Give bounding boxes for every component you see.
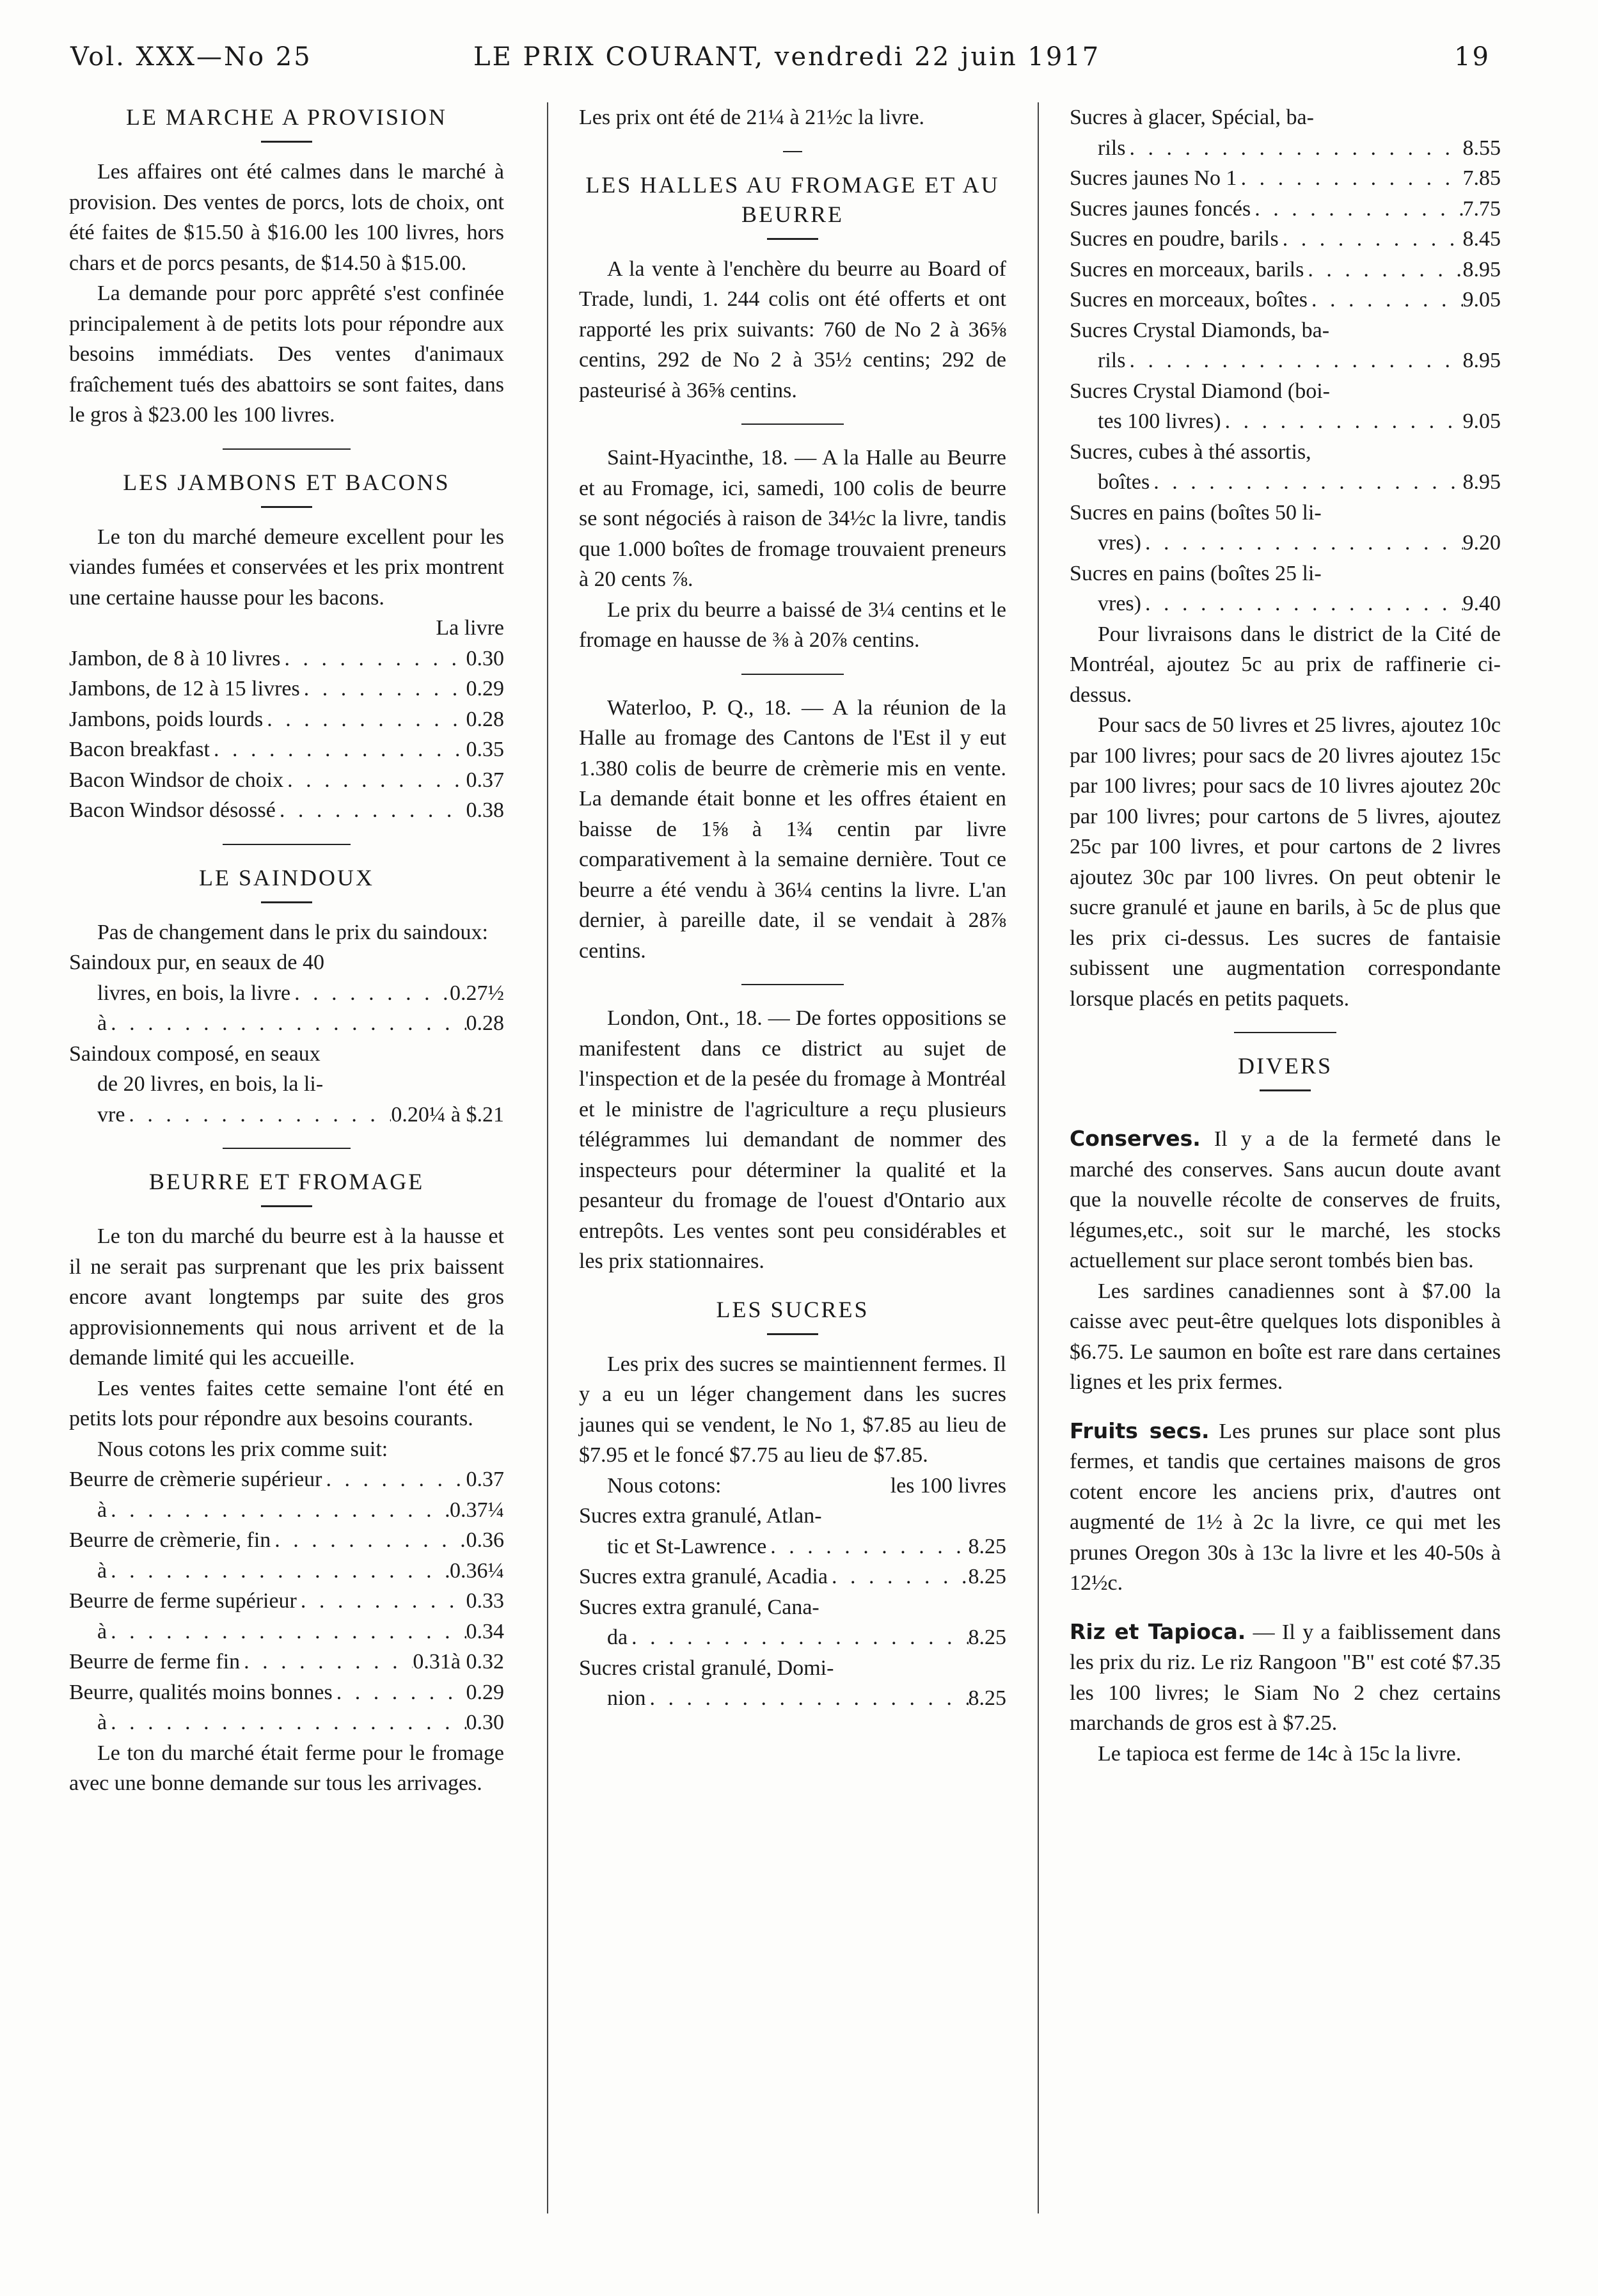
paragraph: Nous cotons les prix comme suit: [97, 1437, 388, 1461]
price-row [1070, 558, 1501, 589]
section-divider [741, 424, 844, 425]
price-value: 0.38 [466, 798, 504, 822]
price-list-sucres-cont [1070, 102, 1501, 619]
price-value: 8.25 [968, 1534, 1006, 1558]
price-value: 0.34 [466, 1619, 504, 1643]
price-label: livres, en bois, la livre [97, 981, 291, 1005]
leader-dots [107, 1556, 450, 1587]
price-label: Sucres à glacer, Spécial, ba- [1070, 106, 1314, 129]
paragraph: Les prix ont été de 21¼ à 21½c la livre. [579, 106, 925, 129]
price-value: 8.25 [968, 1686, 1006, 1710]
price-label: nion [607, 1686, 646, 1710]
leader-dots [107, 1617, 466, 1647]
paragraph: Pour sacs de 50 livres et 25 livres, ajoutez 10c par 100 livres; pour sacs de 20 livres ajoutez 15c par 100 livres; pour sacs de 10 livres ajoutez 20c par 100 livres; pour cartons de 5 livres, ajoutez 25c par 100 livres, et pour cartons de 2 livres ajoutez 30c par 100 livres. On peut obtenir le sucre granulé et jaune en barils, à 5c de plus que les prix ci-dessus. Les sucres de fantaisie subissent une augmentation correspondante lorsque placés en petits paquets. [1070, 713, 1501, 1011]
price-label: vre [97, 1102, 125, 1127]
price-value: 0.31à 0.32 [413, 1650, 504, 1674]
section-title-halles: LES HALLES AU FROMAGE ET AU BEURRE [585, 171, 1000, 227]
price-label: Sucres en morceaux, boîtes [1070, 288, 1308, 312]
price-row [579, 1622, 1006, 1653]
price-row [69, 795, 504, 826]
price-label: Sucres extra granulé, Acadia [579, 1565, 828, 1588]
price-row [579, 1562, 1006, 1592]
price-label: à [97, 1711, 107, 1734]
price-label: da [607, 1626, 628, 1649]
price-value: 0.29 [466, 677, 504, 701]
price-label: vres) [1098, 531, 1141, 555]
leader-dots [107, 1008, 466, 1039]
small-divider [783, 151, 802, 152]
price-label: à [97, 1011, 107, 1035]
paragraph: Le ton du marché demeure excellent pour les viandes fumées et conservées et les prix montrent une certaine hausse pour les bacons. [69, 525, 504, 610]
price-label: Sucres en pains (boîtes 25 li- [1070, 561, 1322, 585]
price-value: 9.40 [1462, 592, 1501, 615]
price-label: Sucres Crystal Diamonds, ba- [1070, 318, 1330, 342]
leader-dots [276, 795, 466, 826]
price-value: 0.30 [466, 1711, 504, 1734]
price-row [1070, 528, 1501, 558]
price-label: Sucres en poudre, barils [1070, 227, 1279, 251]
price-row [1070, 194, 1501, 225]
lead-heading: Fruits secs. [1070, 1418, 1210, 1443]
section-divider [223, 844, 351, 845]
page-number: 19 [1454, 42, 1491, 72]
section-divider [1234, 1032, 1336, 1033]
leader-dots [297, 1586, 466, 1617]
price-label: à [97, 1498, 107, 1522]
price-row [69, 978, 504, 1009]
price-row [69, 1617, 504, 1647]
price-row [69, 1677, 504, 1708]
volume-number: Vol. XXX—No 25 [70, 42, 312, 72]
publication-title: LE PRIX COURANT, vendredi 22 juin 1917 [473, 42, 1101, 72]
price-value: 9.20 [1462, 531, 1501, 555]
leader-dots [281, 644, 466, 674]
price-row [1070, 498, 1501, 528]
price-label: Sucres en pains (boîtes 50 li- [1070, 500, 1322, 525]
section-divider [741, 984, 844, 985]
price-row [69, 947, 504, 978]
unit-label: La livre [436, 616, 504, 640]
leader-dots [1141, 589, 1463, 619]
column-1 [69, 102, 504, 1799]
price-row [1070, 255, 1501, 285]
price-label: Sucres Crystal Diamond (boi- [1070, 379, 1330, 403]
price-row [1070, 133, 1501, 164]
price-label: Sucres cristal granulé, Domi- [579, 1656, 834, 1680]
price-row [1070, 163, 1501, 194]
price-header-row [579, 1471, 1006, 1501]
price-value: 0.27½ [450, 981, 504, 1005]
leader-dots [263, 704, 466, 735]
lead-text: — Il y a faiblissement dans les prix du riz. Le riz Rangoon "B" est coté $7.35 les 100 livres; le Siam No 2 chez certains marchands de gros est à $7.25. [1070, 1620, 1501, 1735]
price-row [1070, 102, 1501, 133]
paragraph: Les prix des sucres se maintiennent fermes. Il y a eu un léger changement dans les sucres jaunes qui se vendent, le No 1, $7.85 au lieu de $7.95 et le foncé $7.75 au lieu de $7.85. [579, 1352, 1006, 1467]
title-rule [261, 141, 312, 143]
price-row [69, 704, 504, 735]
price-value: 8.55 [1462, 136, 1501, 160]
price-row [1070, 376, 1501, 407]
price-label: Sucres en morceaux, barils [1070, 257, 1304, 281]
price-label: rils [1098, 136, 1126, 160]
price-label: rils [1098, 349, 1126, 372]
paragraph: Pas de changement dans le prix du saindoux: [97, 920, 488, 944]
price-value: 8.95 [1462, 470, 1501, 494]
price-value: 9.05 [1462, 288, 1501, 312]
paragraph: London, Ont., 18. — De fortes oppositions se manifestent dans ce district au sujet de l'inspection et de la pesée du fromage à Montréal et le ministre de l'agriculture a reçu plusieurs télégrammes lui demandant de nommer des inspecteurs pour déterminer la qualité et la pesanteur du fromage de l'ouest d'Ontario aux entrepôts. Les ventes sont peu considérables et les prix stationnaires. [579, 1006, 1006, 1273]
paragraph: Saint-Hyacinthe, 18. — A la Halle au Beurre et au Fromage, ici, samedi, 100 colis de beurre se sont négociés à raison de 34½c la livre, tandis que 1.000 boîtes de fromage trouvaient preneurs à 20 cents ⅞. [579, 446, 1006, 591]
paragraph: Le tapioca est ferme de 14c à 15c la livre. [1098, 1741, 1462, 1766]
paragraph: Les ventes faites cette semaine l'ont été en petits lots pour répondre aux besoins courants. [69, 1376, 504, 1430]
price-value: 0.37 [466, 1468, 504, 1491]
section-title-provision: LE MARCHE A PROVISION [125, 104, 448, 130]
title-rule [261, 901, 312, 903]
price-label: Sucres extra granulé, Cana- [579, 1595, 819, 1619]
paragraph: Waterloo, P. Q., 18. — A la réunion de la Halle au fromage des Cantons de l'Est il y eut 1.380 colis de beurre de crèmerie mis en vente. La demande était bonne et les offres étaient en baisse de 1⅝ à 1¾ centin par livre comparativement à la semaine dernière. Tout ce beurre a été vendu à 36¼ centins la livre. L'an dernier, à pareille date, il se vendait à 28⅞ centins. [579, 695, 1006, 963]
leader-dots [107, 1707, 466, 1738]
price-value: 7.75 [1462, 196, 1501, 221]
price-label: Jambon, de 8 à 10 livres [69, 646, 281, 670]
leader-dots [828, 1562, 969, 1592]
price-value: 0.33 [466, 1589, 504, 1613]
price-value: 7.85 [1462, 166, 1501, 190]
price-row [1070, 285, 1501, 315]
leader-dots [1237, 163, 1463, 194]
price-row [69, 1039, 504, 1070]
price-value: 0.35 [466, 738, 504, 761]
section-title-jambons: LES JAMBONS ET BACONS [123, 469, 450, 495]
title-rule [261, 506, 312, 508]
price-value: 0.28 [466, 707, 504, 731]
price-label: Sucres jaunes foncés [1070, 196, 1251, 221]
lead-text: Il y a de la fermeté dans le marché des conserves. Sans aucun doute avant que la nouvelle récolte de conserves de fruits, légumes,etc., soit sur le marché, les stocks actuellement sur place seront tombés bien bas. [1070, 1127, 1501, 1272]
price-label: Beurre de crèmerie, fin [69, 1528, 271, 1552]
price-row [1070, 406, 1501, 437]
leader-dots [333, 1677, 466, 1708]
price-row [1070, 467, 1501, 498]
price-row [69, 644, 504, 674]
leader-dots [283, 765, 466, 796]
paragraph: Les sardines canadiennes sont à $7.00 la caisse avec peut-être quelques lots disponibles à $6.75. Le saumon en boîte est rare dans certaines lignes et les prix fermes. [1070, 1279, 1501, 1394]
price-row [579, 1653, 1006, 1684]
price-header-left: Nous cotons: [607, 1473, 722, 1498]
leader-dots [1279, 224, 1463, 255]
leader-dots [1304, 255, 1462, 285]
leader-dots [125, 1100, 391, 1130]
price-value: 8.95 [1462, 257, 1501, 281]
leader-dots [322, 1464, 466, 1495]
price-row [579, 1532, 1006, 1562]
price-row [69, 734, 504, 765]
price-label: Beurre de ferme fin [69, 1650, 241, 1674]
section-divider [223, 448, 351, 450]
leader-dots [271, 1525, 466, 1556]
leader-dots [628, 1622, 968, 1653]
price-label: Beurre de ferme supérieur [69, 1589, 297, 1613]
price-row [1070, 315, 1501, 346]
paragraph: Pour livraisons dans le district de la Cité de Montréal, ajoutez 5c au prix de raffinerie ci-dessus. [1070, 622, 1501, 707]
section-title-saindoux: LE SAINDOUX [199, 864, 374, 891]
price-label: à [97, 1558, 107, 1583]
lead-heading: Riz et Tapioca. [1070, 1619, 1246, 1644]
column-3 [1070, 102, 1501, 1769]
price-header-right: les 100 livres [890, 1473, 1006, 1498]
price-value: 0.37 [466, 768, 504, 792]
price-row [69, 1069, 504, 1100]
price-value: 0.30 [466, 646, 504, 670]
column-2 [579, 102, 1006, 1714]
price-label: Saindoux composé, en seaux [69, 1041, 320, 1066]
price-value: 8.45 [1462, 227, 1501, 251]
column-rule-2 [1038, 102, 1039, 2213]
lead-heading: Conserves. [1070, 1126, 1201, 1151]
page-header [70, 42, 1491, 81]
price-label: Sucres jaunes No 1 [1070, 166, 1237, 190]
price-list-jambons [69, 644, 504, 826]
leader-dots [1150, 467, 1462, 498]
price-label: Beurre, qualités moins bonnes [69, 1680, 333, 1704]
price-row [1070, 437, 1501, 468]
price-value: 0.36¼ [450, 1558, 504, 1583]
price-value: 8.25 [968, 1565, 1006, 1588]
price-row [69, 1464, 504, 1495]
price-label: Bacon Windsor de choix [69, 768, 284, 792]
leader-dots [645, 1683, 968, 1714]
title-rule [767, 238, 818, 240]
leader-dots [1221, 406, 1463, 437]
leader-dots [240, 1647, 413, 1677]
price-value: 0.36 [466, 1528, 504, 1552]
price-value: 0.37¼ [450, 1498, 504, 1522]
leader-dots [1125, 345, 1462, 376]
leader-dots [300, 674, 466, 704]
price-row [579, 1683, 1006, 1714]
price-label: vres) [1098, 592, 1141, 615]
paragraph [1070, 1617, 1501, 1739]
leader-dots [290, 978, 450, 1009]
leader-dots [1308, 285, 1463, 315]
price-label: Bacon breakfast [69, 738, 210, 761]
column-rule-1 [547, 102, 548, 2213]
leader-dots [766, 1532, 968, 1562]
price-row [579, 1501, 1006, 1532]
section-title-divers: DIVERS [1237, 1053, 1333, 1079]
paragraph [1070, 1416, 1501, 1599]
price-label: boîtes [1098, 470, 1150, 494]
paragraph: Le ton du marché était ferme pour le fromage avec une bonne demande sur tous les arrivages. [69, 1741, 504, 1795]
price-list-sucres [579, 1501, 1006, 1714]
price-label: tes 100 livres) [1098, 409, 1221, 433]
price-label: Beurre de crèmerie supérieur [69, 1468, 322, 1491]
paragraph: La demande pour porc apprêté s'est confinée principalement à de petits lots pour répondre aux besoins immédiats. Des ventes d'animaux fraîchement tués des abattoirs se sont faites, dans le gros à $23.00 les 100 livres. [69, 281, 504, 427]
price-row [579, 1592, 1006, 1623]
price-label: à [97, 1619, 107, 1643]
price-row [1070, 224, 1501, 255]
price-label: tic et St-Lawrence [607, 1534, 767, 1558]
price-row [69, 1525, 504, 1556]
price-value: 0.29 [466, 1680, 504, 1704]
price-list-beurre [69, 1464, 504, 1738]
price-row [1070, 589, 1501, 619]
price-row [69, 674, 504, 704]
price-label: Jambons, poids lourds [69, 707, 264, 731]
paragraph: Le ton du marché du beurre est à la hausse et il ne serait pas surprenant que les prix baissent encore avant longtemps par suite des gros approvisionnements qui nous arrivent et de la demande limité qui les accueille. [69, 1224, 504, 1370]
price-label: Jambons, de 12 à 15 livres [69, 677, 300, 701]
price-row [69, 1495, 504, 1526]
leader-dots [210, 734, 466, 765]
price-value: 8.95 [1462, 349, 1501, 372]
leader-dots [1141, 528, 1463, 558]
paragraph: A la vente à l'enchère du beurre au Board of Trade, lundi, 1. 244 colis ont été offerts et ont rapporté les prix suivants: 760 de No 2 à 36⅝ centins, 292 de No 2 à 35½ centins; 292 de pasteurisé à 36⅝ centins. [579, 257, 1006, 402]
price-row [69, 765, 504, 796]
title-rule [261, 1205, 312, 1207]
lead-text: Les prunes sur place sont plus fermes, et tandis que certaines maisons de gros cotent encore les anciens prix, d'autres ont augmenté de 1½ à 2c la livre, ce qui met les prunes Oregon 30s à 13c la livre et les 40-50s à 12½c. [1070, 1419, 1501, 1595]
price-value: 9.05 [1462, 409, 1501, 433]
price-row [1070, 345, 1501, 376]
price-row [69, 1100, 504, 1130]
title-rule [1260, 1089, 1311, 1091]
price-row [69, 1556, 504, 1587]
leader-dots [1125, 133, 1462, 164]
price-label: Bacon Windsor désossé [69, 798, 276, 822]
section-divider [741, 674, 844, 675]
price-label: de 20 livres, en bois, la li- [97, 1072, 324, 1096]
price-label: Sucres extra granulé, Atlan- [579, 1504, 822, 1528]
leader-dots [107, 1495, 450, 1526]
section-divider [223, 1148, 351, 1149]
price-row [69, 1647, 504, 1677]
price-row [69, 1707, 504, 1738]
price-label: Saindoux pur, en seaux de 40 [69, 951, 325, 974]
price-row [69, 1008, 504, 1039]
price-row [69, 1586, 504, 1617]
price-value: 0.28 [466, 1011, 504, 1035]
section-title-beurre: BEURRE ET FROMAGE [148, 1169, 425, 1194]
price-label: Sucres, cubes à thé assortis, [1070, 439, 1311, 464]
section-title-sucres: LES SUCRES [716, 1296, 869, 1322]
paragraph [1070, 1123, 1501, 1276]
price-value: 8.25 [968, 1626, 1006, 1649]
paragraph: Les affaires ont été calmes dans le marché à provision. Des ventes de porcs, lots de choix, ont été faites de $15.50 à $16.00 les 100 livres, hors chars et de porcs pesants, de $14.50 à $15.00. [69, 160, 504, 275]
paragraph: Le prix du beurre a baissé de 3¼ centins et le fromage en hausse de ⅜ à 20⅞ centins. [579, 598, 1006, 652]
price-value: 0.20¼ à $.21 [391, 1102, 504, 1127]
title-rule [767, 1333, 818, 1335]
leader-dots [1251, 194, 1462, 225]
